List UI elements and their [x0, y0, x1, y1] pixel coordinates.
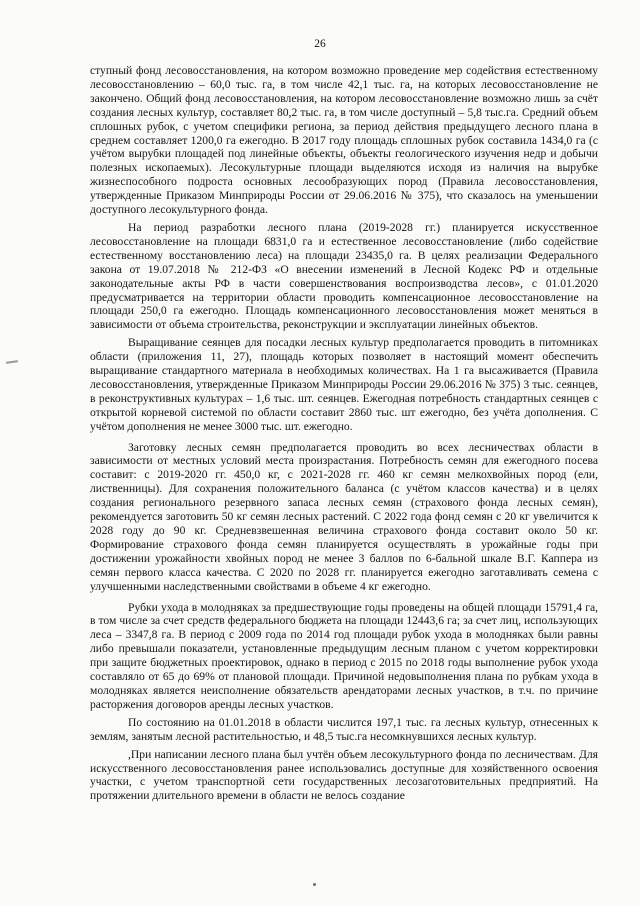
paragraph-seed-harvesting: Заготовку лесных семян предполагается проводить во всех лесничествах области в зависимости от местных условий места произрастания. Потребность семян для ежегодного посева составит: с 2019-2020 гг. 450,0 кг, с 2021-2028 гг. 460 кг семян мелкохвойных пород (ели, лиственницы). Для сохранения положительного баланса (с учётом классов качества) и в целях создания регионального резервного запаса лесных семян (страхового фонда лесных семян), рекомендуется заготовить 50 кг семян лесных растений. С 2022 года фонд семян с 20 кг увеличится к 2028 году до 90 кг. Средневзвешенная величина страхового фонда составит около 50 кг. Формирование страхового фонда семян планируется осуществлять в урожайные годы при достижении урожайности хвойных пород не менее 3 баллов по 6-бальной шкале В.Г. Каппера из семян первого класса качества. С 2020 по 2028 гг. планируется ежегодно заготавливать семена с улучшенными наследственными свойствами в объеме 4 кг ежегодно.: [90, 440, 598, 593]
paragraph-planned-reforestation: На период разработки лесного плана (2019-2028 гг.) планируется искусственное лесовосстановление на площади 6831,0 га и естественное лесовосстановление (либо содействие естественному восстановлению леса) на площади 23435,0 га. В целях реализации Федерального закона от 19.07.2018 № 212-ФЗ «О внесении изменений в Лесной Кодекс РФ и отдельные законодательные акты РФ в части совершенствования воспроизводства лесов», с 01.01.2020 предусматривается на территории области проводить компенсационное лесовосстановление на площади 250,0 га ежегодно. Площадь компенсационного лесовосстановления может меняться в зависимости от объема строительства, реконструкции и эксплуатации линейных объектов.: [90, 220, 598, 332]
page-number: 26: [314, 38, 326, 50]
paragraph-forest-restoration-fund: ступный фонд лесовосстановления, на котором возможно проведение мер содействия естественному лесовосстановлению – 60,0 тыс. га, в том числе 42,1 тыс. га, на которых лесовосстановление не закончено. Общий фонд лесовосстановления, на котором лесовосстановление возможно лишь за счёт создания лесных культур, составляет 80,2 тыс. га, в том числе доступный – 5,8 тыс.га. Средний объем сплошных рубок, с учетом специфики региона, за период действия предыдущего лесного плана в среднем составляет 1200,0 га ежегодно. В 2017 году площадь сплошных рубок составила 1434,0 га (с учётом вырубки площадей под линейные объекты, объекты геологического изучения недр и добычи полезных ископаемых). Лесокультурные площади выделяются исходя из наличия на вырубке жизнеспособного подроста основных лесообразующих пород (Правила лесовосстановления, утвержденные Приказом Минприроды России от 29.06.2016 № 375), что сказалось на уменьшении доступного лесокультурного фонда.: [90, 64, 598, 217]
paragraph-seedlings: Выращивание сеянцев для посадки лесных культур предполагается проводить в питомниках области (приложения 11, 27), площадь которых позволяет в настоящий момент обеспечить выращивание стандартного материала в необходимых количествах. На 1 га высаживается (Правила лесовосстановления, утвержденные Приказом Минприроды России 29.06.2016 № 375) 3 тыс. сеянцев, в реконструктивных культурах – 1,6 тыс. шт. сеянцев. Ежегодная потребность стандартных сеянцев с открытой корневой системой по области составит 2860 тыс. шт ежегодно, без учёта дополнения. С учётом дополнения не менее 3000 тыс. шт. ежегодно.: [90, 336, 598, 433]
scan-speck: [313, 883, 316, 886]
paragraph-thinning: Рубки ухода в молодняках за предшествующие годы проведены на общей площади 15791,4 га, в том числе за счет средств федерального бюджета на площади 12443,6 га; за счет лиц, использующих леса – 3347,8 га. В период с 2009 года по 2014 год площади рубок ухода в молодняках были равны либо превышали показатели, установленные предыдущим лесным планом с учетом корректировки при защите бюджетных проектировок, однако в период с 2015 по 2018 годы выполнение рубок ухода составляло от 65 до 69% от плановой площади. Причиной недовыполнения плана по рубкам ухода в молодняках является неисполнение обязательств арендаторами лесных участков, в т.ч. по причине расторжения договоров аренды лесных участков.: [90, 600, 598, 711]
paragraph-forest-culture-fund: ,При написании лесного плана был учтён объем лесокультурного фонда по лесничествам. Для искусственного лесовосстановления ранее использовались доступные для хозяйственного освоения участки, с учетом транспортной сети государственных лесозаготовительных предприятий. На протяжении длительного времени в области не велось создание: [90, 747, 598, 803]
document-body: [90, 64, 598, 803]
paragraph-forest-cultures-status: По состоянию на 01.01.2018 в области числится 197,1 тыс. га лесных культур, отнесенных к землям, занятым лесной растительностью, и 48,5 тыс.га несомкнувшихся лесных культур.: [90, 715, 598, 743]
margin-pen-mark: [6, 360, 18, 364]
